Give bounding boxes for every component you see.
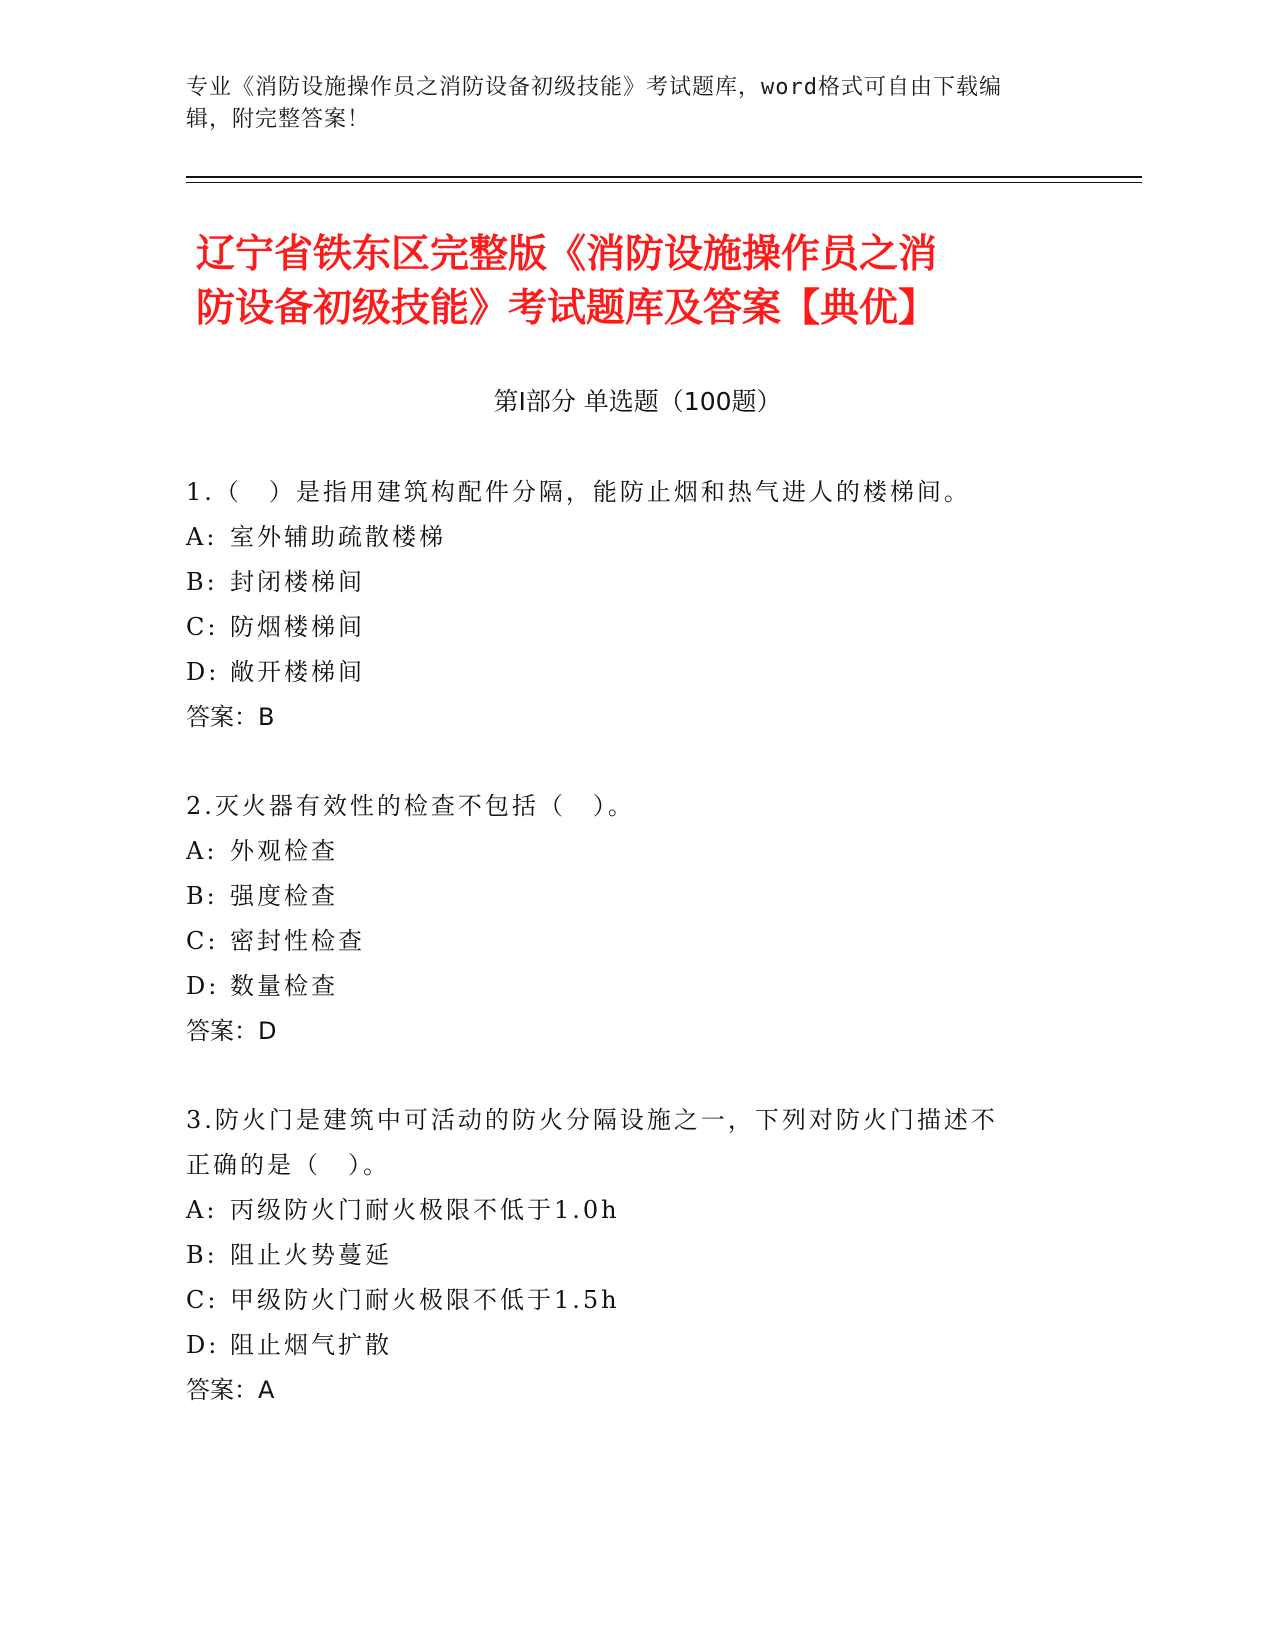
option-key: A: bbox=[186, 837, 218, 865]
header-rule-thin bbox=[186, 182, 1142, 183]
option-a bbox=[186, 515, 1066, 560]
option-d bbox=[186, 1323, 1066, 1368]
option-text: 阻止烟气扩散 bbox=[230, 1331, 392, 1359]
option-key: D: bbox=[186, 658, 220, 686]
title-line-1: 辽宁省铁东区完整版《消防设施操作员之消 bbox=[196, 232, 938, 277]
option-a bbox=[186, 829, 1066, 874]
option-d bbox=[186, 650, 1066, 695]
option-text: 封闭楼梯间 bbox=[230, 568, 365, 596]
option-b bbox=[186, 874, 1066, 919]
option-text: 外观检查 bbox=[230, 837, 338, 865]
intro-line-1: 专业《消防设施操作员之消防设备初级技能》考试题库，word格式可自由下载编 bbox=[186, 75, 1002, 100]
header-rule-thick bbox=[186, 176, 1142, 178]
option-key: C: bbox=[186, 1286, 219, 1314]
option-key: C: bbox=[186, 613, 219, 641]
question-stem-line-2: 正确的是（ ）。 bbox=[186, 1151, 390, 1179]
answer-line: 答案：A bbox=[186, 1376, 275, 1404]
option-text: 甲级防火门耐火极限不低于1.5h bbox=[230, 1286, 620, 1314]
option-c bbox=[186, 1278, 1066, 1323]
intro-line-2: 辑，附完整答案！ bbox=[186, 107, 371, 132]
question-1 bbox=[186, 470, 1066, 740]
intro-text bbox=[186, 72, 1066, 136]
option-c bbox=[186, 919, 1066, 964]
option-d bbox=[186, 964, 1066, 1009]
question-stem-line-1: 3.防火门是建筑中可活动的防火分隔设施之一，下列对防火门描述不 bbox=[186, 1106, 998, 1134]
option-key: D: bbox=[186, 972, 220, 1000]
option-b bbox=[186, 1233, 1066, 1278]
option-key: C: bbox=[186, 927, 219, 955]
option-text: 密封性检查 bbox=[230, 927, 365, 955]
option-b bbox=[186, 560, 1066, 605]
option-key: B: bbox=[186, 882, 218, 910]
question-stem: 1.（ ）是指用建筑构配件分隔，能防止烟和热气进人的楼梯间。 bbox=[186, 478, 971, 506]
option-key: A: bbox=[186, 1196, 218, 1224]
question-3 bbox=[186, 1098, 1066, 1413]
title-line-2: 防设备初级技能》考试题库及答案【典优】 bbox=[196, 286, 938, 331]
option-c bbox=[186, 605, 1066, 650]
option-key: D: bbox=[186, 1331, 220, 1359]
answer-line: 答案：B bbox=[186, 703, 275, 731]
option-text: 防烟楼梯间 bbox=[230, 613, 365, 641]
option-text: 敞开楼梯间 bbox=[230, 658, 365, 686]
question-list bbox=[186, 470, 1066, 1457]
option-text: 阻止火势蔓延 bbox=[230, 1241, 392, 1269]
option-key: A: bbox=[186, 523, 218, 551]
section-heading: 第Ⅰ部分 单选题（100题） bbox=[493, 387, 782, 416]
option-a bbox=[186, 1188, 1066, 1233]
option-key: B: bbox=[186, 568, 218, 596]
question-stem: 2.灭火器有效性的检查不包括（ ）。 bbox=[186, 792, 635, 820]
option-text: 强度检查 bbox=[230, 882, 338, 910]
option-text: 数量检查 bbox=[230, 972, 338, 1000]
option-text: 室外辅助疏散楼梯 bbox=[230, 523, 446, 551]
question-2 bbox=[186, 784, 1066, 1054]
option-text: 丙级防火门耐火极限不低于1.0h bbox=[230, 1196, 620, 1224]
document-title bbox=[196, 228, 1076, 336]
answer-line: 答案：D bbox=[186, 1017, 277, 1045]
option-key: B: bbox=[186, 1241, 218, 1269]
